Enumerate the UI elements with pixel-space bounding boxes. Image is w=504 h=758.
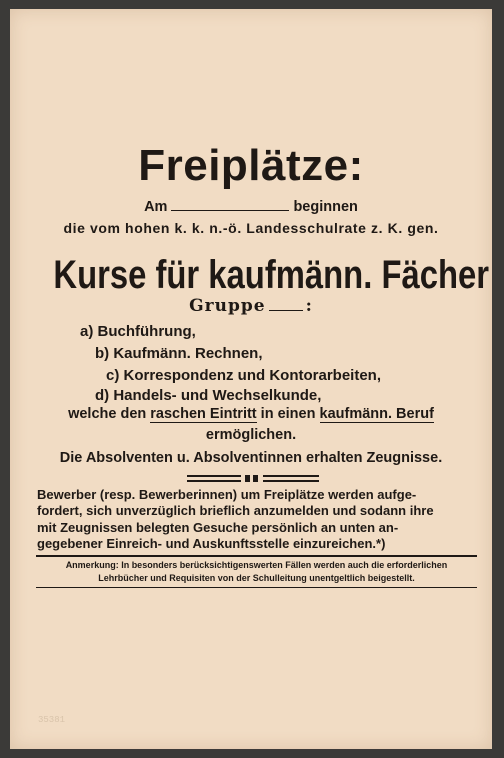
purpose-text-1: welche den bbox=[68, 406, 147, 422]
purpose-text-2: in einen bbox=[260, 406, 316, 422]
enable-line: ermöglichen. bbox=[205, 427, 297, 443]
group-suffix: : bbox=[305, 296, 313, 316]
paragraph-line: gegebener Einreich- und Auskunftsstelle einzureichen.*) bbox=[37, 536, 386, 552]
am-prefix: Am bbox=[144, 199, 168, 215]
group-line bbox=[10, 296, 492, 316]
applicant-instructions bbox=[37, 487, 474, 553]
group-label: Gruppe bbox=[189, 296, 266, 316]
ornament-divider bbox=[187, 471, 319, 485]
underlined-phrase-1: raschen Eintritt bbox=[150, 406, 257, 422]
courses-heading: Kurse für kaufmänn. Fächer bbox=[53, 253, 490, 297]
paragraph-line: mit Zeugnissen belegten Gesuche persönlich an unten an- bbox=[37, 519, 399, 535]
purpose-line bbox=[10, 406, 492, 422]
poster-sheet bbox=[10, 9, 492, 749]
list-item: b) Kaufmänn. Rechnen, bbox=[95, 345, 263, 362]
start-date-line bbox=[10, 199, 492, 215]
poster-title: Freiplätze: bbox=[138, 141, 364, 190]
date-blank bbox=[171, 200, 289, 211]
group-blank bbox=[269, 302, 303, 311]
authority-line: die vom hohen k. k. n.-ö. Landesschulrate z. K. gen. bbox=[63, 220, 439, 236]
archive-stamp: 35381 bbox=[38, 715, 66, 725]
divider-rule bbox=[36, 555, 477, 557]
list-item: c) Korrespondenz und Kontorarbeiten, bbox=[106, 367, 382, 384]
footnote-line: Lehrbücher und Requisiten von der Schulleitung unentgeltlich beigestellt. bbox=[98, 572, 415, 583]
footnote-line: Anmerkung: In besonders berücksichtigenswerten Fällen werden auch die erforderlichen bbox=[65, 560, 448, 570]
underlined-phrase-2: kaufmänn. Beruf bbox=[319, 406, 434, 422]
list-item: d) Handels- und Wechselkunde, bbox=[95, 387, 322, 404]
paragraph-line: Bewerber (resp. Bewerberinnen) um Freiplätze werden aufge- bbox=[37, 487, 417, 502]
footnote bbox=[36, 559, 477, 584]
divider-rule bbox=[36, 587, 477, 588]
graduates-line: Die Absolventen u. Absolventinnen erhalten Zeugnisse. bbox=[59, 450, 443, 466]
paragraph-line: fordert, sich unverzüglich brieflich anzumelden und sodann ihre bbox=[37, 503, 434, 519]
list-item: a) Buchführung, bbox=[80, 323, 196, 340]
am-suffix: beginnen bbox=[293, 199, 358, 215]
